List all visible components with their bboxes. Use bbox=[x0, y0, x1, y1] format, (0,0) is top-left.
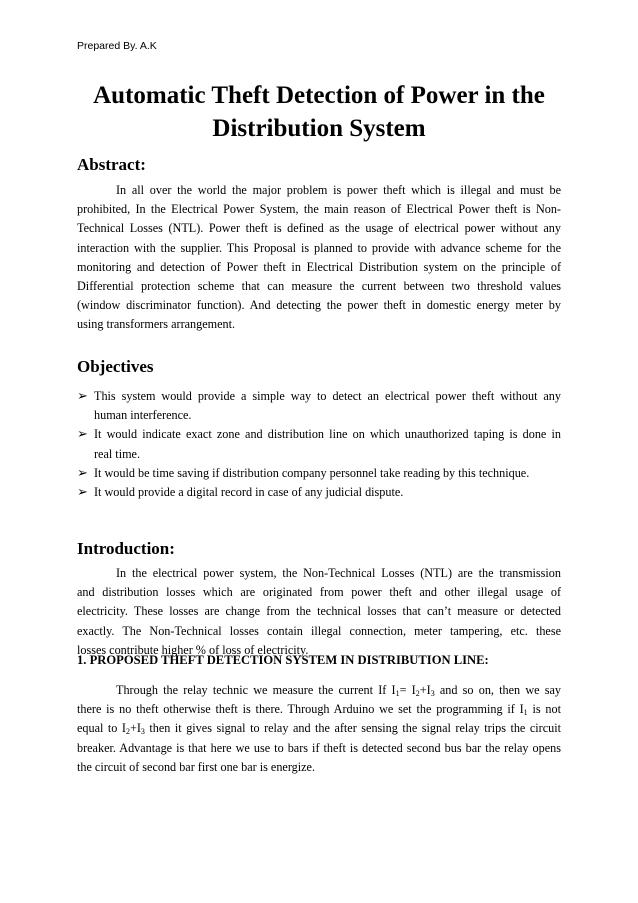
introduction-line: and distribution losses which are originated from power theft and other illegal usage of bbox=[77, 585, 561, 600]
introduction-line: electricity. These losses are change from the technical losses that can’t measure or detected bbox=[77, 604, 561, 619]
section-line: breaker. Advantage is that here we use to bars if theft is detected second bus bar the relay opens bbox=[77, 740, 561, 755]
objectives-list bbox=[77, 387, 561, 502]
list-item-line: human interference. bbox=[94, 408, 192, 423]
arrow-bullet-icon: ➢ bbox=[77, 389, 88, 404]
abstract-paragraph bbox=[77, 181, 561, 335]
section-line: equal to $I_2+I_3$ then it gives signal to relay and the after sensing the signal relay trips the circuit bbox=[77, 721, 561, 737]
list-item bbox=[77, 483, 561, 502]
section-paragraph bbox=[77, 681, 561, 777]
section-line: there is no theft otherwise theft is there. Through Arduino we set the programming if $I_1$ is not bbox=[77, 702, 562, 718]
abstract-line: (window discriminator function). And detecting the power theft in domestic energy meter by bbox=[77, 298, 561, 313]
arrow-bullet-icon: ➢ bbox=[77, 427, 88, 443]
introduction-heading: Introduction: bbox=[77, 539, 175, 558]
arrow-bullet-icon: ➢ bbox=[77, 465, 88, 481]
abstract-line: In all over the world the major problem is power theft which is illegal and must be bbox=[116, 183, 561, 197]
list-item-line: It would be time saving if distribution company personnel take reading by this technique. bbox=[94, 465, 530, 480]
list-item bbox=[77, 464, 561, 483]
title-line-1: Automatic Theft Detection of Power in the bbox=[93, 82, 545, 109]
abstract-line: Differential protection scheme that can measure the current between two threshold values bbox=[77, 279, 561, 294]
abstract-line: interaction with the supplier. This Proposal is planned to provide with advance scheme for the bbox=[77, 240, 561, 255]
document-title bbox=[60, 79, 578, 145]
arrow-bullet-icon: ➢ bbox=[77, 485, 88, 501]
page-header: Prepared By. A.K bbox=[77, 40, 157, 52]
section-line: the circuit of second bar first one bar is energize. bbox=[77, 759, 316, 774]
section-heading: 1. PROPOSED THEFT DETECTION SYSTEM IN DISTRIBUTION LINE: bbox=[77, 653, 489, 667]
list-item bbox=[77, 425, 561, 463]
introduction-line: exactly. The Non-Technical losses contain illegal connection, meter tampering, etc. these bbox=[77, 623, 561, 638]
list-item bbox=[77, 387, 561, 425]
title-line-2: Distribution System bbox=[212, 115, 426, 142]
list-item-line: This system would provide a simple way to detect an electrical power theft without any bbox=[94, 389, 561, 403]
objectives-heading: Objectives bbox=[77, 357, 154, 376]
introduction-line: losses contribute higher % of loss of electricity. bbox=[77, 642, 309, 657]
list-item-line: It would indicate exact zone and distribution line on which unauthorized taping is done in bbox=[94, 427, 561, 442]
abstract-line: prohibited, In the Electrical Power System, the main reason of Electrical Power theft is Non- bbox=[77, 202, 561, 217]
list-item-line: It would provide a digital record in case of any judicial dispute. bbox=[94, 485, 404, 500]
section-line: Through the relay technic we measure the current If $I_1= I_2+I_3$ and so on, then we say bbox=[116, 683, 562, 698]
list-item-line: real time. bbox=[94, 446, 141, 461]
abstract-line: Technical Losses (NTL). Power theft is defined as the usage of electrical power without any bbox=[77, 221, 561, 236]
introduction-line: In the electrical power system, the Non-Technical Losses (NTL) are the transmission bbox=[116, 566, 561, 580]
abstract-line: using transformers arrangement. bbox=[77, 317, 236, 332]
introduction-paragraph bbox=[77, 564, 561, 660]
abstract-heading: Abstract: bbox=[77, 155, 146, 174]
abstract-line: monitoring and detection of Power theft in Electrical Distribution system on the principle of bbox=[77, 259, 561, 274]
